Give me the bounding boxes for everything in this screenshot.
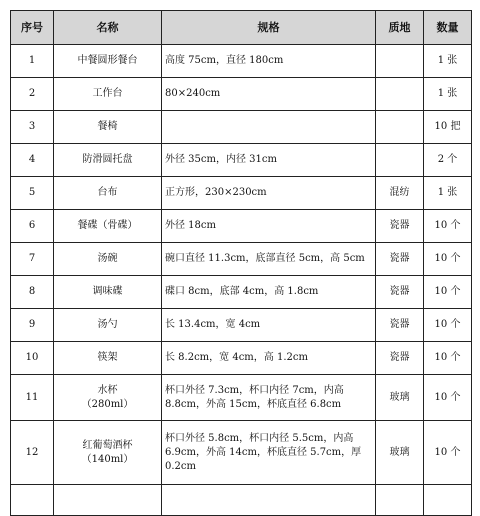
cell-spec-line: 杯口外径 5.8cm，杯口内径 5.5cm，内高 — [165, 432, 354, 444]
cell-qty: 1 张 — [424, 45, 472, 78]
cell-spec-line: 6.9cm，外高 14cm，杯底直径 5.7cm，厚 — [165, 446, 362, 458]
cell-spec — [162, 485, 376, 516]
cell-no: 1 — [11, 45, 54, 78]
cell-spec-line: 0.2cm — [165, 460, 196, 472]
header-material: 质地 — [376, 11, 424, 45]
cell-spec: 碟口 8cm，底部 4cm，高 1.8cm — [162, 276, 376, 309]
cell-name-line: （280ml） — [81, 398, 134, 410]
cell-spec: 长 8.2cm，宽 4cm，高 1.2cm — [162, 342, 376, 375]
cell-name: 汤勺 — [54, 309, 162, 342]
cell-no: 11 — [11, 375, 54, 421]
cell-name: 筷架 — [54, 342, 162, 375]
cell-qty: 1 张 — [424, 177, 472, 210]
cell-no: 4 — [11, 144, 54, 177]
cell-qty: 10 个 — [424, 375, 472, 421]
table-row — [11, 111, 472, 144]
cell-name: 台布 — [54, 177, 162, 210]
cell-no: 9 — [11, 309, 54, 342]
cell-name: 餐椅 — [54, 111, 162, 144]
table-row-partial — [11, 485, 472, 516]
cell-spec: 正方形，230×230cm — [162, 177, 376, 210]
cell-no: 10 — [11, 342, 54, 375]
cell-no: 7 — [11, 243, 54, 276]
cell-qty — [424, 485, 472, 516]
cell-name-line: 水杯 — [97, 384, 118, 396]
cell-spec-line: 杯口外径 7.3cm，杯口内径 7cm，内高 — [165, 384, 344, 396]
cell-spec: 外径 35cm，内径 31cm — [162, 144, 376, 177]
cell-spec: 高度 75cm，直径 180cm — [162, 45, 376, 78]
table-row — [11, 309, 472, 342]
cell-qty: 10 个 — [424, 342, 472, 375]
cell-name — [54, 421, 162, 485]
cell-material: 瓷器 — [376, 342, 424, 375]
cell-spec — [162, 375, 376, 421]
cell-qty: 10 个 — [424, 243, 472, 276]
cell-qty: 10 个 — [424, 210, 472, 243]
cell-name: 中餐圆形餐台 — [54, 45, 162, 78]
cell-name: 餐碟（骨碟） — [54, 210, 162, 243]
cell-qty: 2 个 — [424, 144, 472, 177]
cell-no: 12 — [11, 421, 54, 485]
cell-qty: 10 个 — [424, 276, 472, 309]
table-row — [11, 243, 472, 276]
cell-spec — [162, 111, 376, 144]
cell-qty: 1 张 — [424, 78, 472, 111]
equipment-table — [10, 10, 472, 516]
table-row — [11, 78, 472, 111]
header-spec: 规格 — [162, 11, 376, 45]
cell-name-line: 红葡萄酒杯 — [82, 439, 133, 451]
cell-name: 汤碗 — [54, 243, 162, 276]
header-qty: 数量 — [424, 11, 472, 45]
table-row — [11, 210, 472, 243]
cell-name — [54, 485, 162, 516]
table-row — [11, 144, 472, 177]
cell-material — [376, 144, 424, 177]
table-row — [11, 421, 472, 485]
cell-material: 瓷器 — [376, 276, 424, 309]
cell-material: 瓷器 — [376, 243, 424, 276]
cell-spec: 外径 18cm — [162, 210, 376, 243]
cell-spec: 碗口直径 11.3cm，底部直径 5cm，高 5cm — [162, 243, 376, 276]
cell-no — [11, 485, 54, 516]
cell-material — [376, 485, 424, 516]
cell-material: 瓷器 — [376, 210, 424, 243]
cell-name: 调味碟 — [54, 276, 162, 309]
cell-spec: 80×240cm — [162, 78, 376, 111]
table-row — [11, 276, 472, 309]
cell-material: 玻璃 — [376, 421, 424, 485]
table-header-row — [11, 11, 472, 45]
cell-name-line: （140ml） — [81, 453, 134, 465]
cell-qty: 10 把 — [424, 111, 472, 144]
table-row — [11, 177, 472, 210]
cell-name: 工作台 — [54, 78, 162, 111]
cell-no: 8 — [11, 276, 54, 309]
cell-qty: 10 个 — [424, 421, 472, 485]
cell-qty: 10 个 — [424, 309, 472, 342]
cell-material: 玻璃 — [376, 375, 424, 421]
header-name: 名称 — [54, 11, 162, 45]
cell-name — [54, 375, 162, 421]
header-no: 序号 — [11, 11, 54, 45]
cell-material: 混纺 — [376, 177, 424, 210]
cell-material: 瓷器 — [376, 309, 424, 342]
cell-material — [376, 111, 424, 144]
cell-spec — [162, 421, 376, 485]
cell-no: 3 — [11, 111, 54, 144]
cell-spec: 长 13.4cm，宽 4cm — [162, 309, 376, 342]
table-row — [11, 375, 472, 421]
cell-no: 6 — [11, 210, 54, 243]
cell-no: 2 — [11, 78, 54, 111]
table-row — [11, 45, 472, 78]
cell-name: 防滑圆托盘 — [54, 144, 162, 177]
cell-no: 5 — [11, 177, 54, 210]
cell-material — [376, 45, 424, 78]
cell-material — [376, 78, 424, 111]
table-row — [11, 342, 472, 375]
cell-spec-line: 8.8cm，外高 15cm，杯底直径 6.8cm — [165, 398, 342, 410]
equipment-table-container — [10, 10, 471, 516]
